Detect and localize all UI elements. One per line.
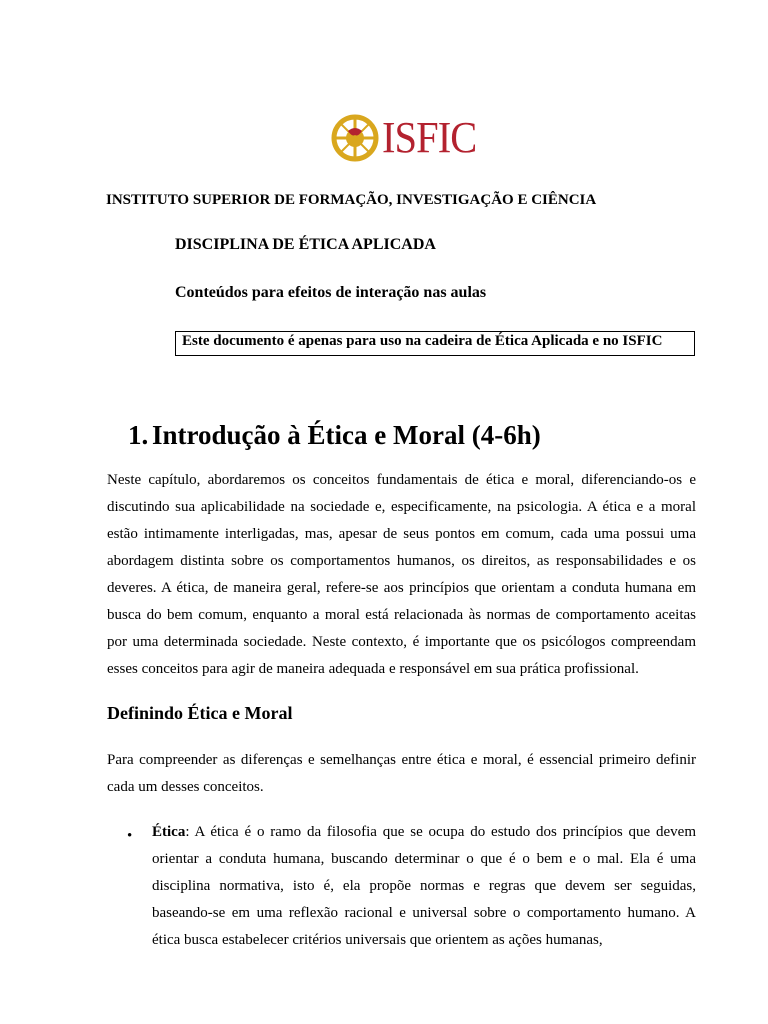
discipline-title: DISCIPLINA DE ÉTICA APLICADA <box>175 236 436 253</box>
section-title: Introdução à Ética e Moral (4-6h) <box>152 420 541 450</box>
list-item-etica <box>152 819 696 954</box>
list-item-term: Ética <box>152 824 186 840</box>
isfic-emblem-icon <box>330 111 380 165</box>
subsection-heading: Definindo Ética e Moral <box>107 703 293 723</box>
usage-notice-text: Este documento é apenas para uso na cadeira de Ética Aplicada e no ISFIC <box>182 333 663 349</box>
list-item-text: : A ética é o ramo da filosofia que se ocupa do estudo dos princípios que devem orientar a conduta humana, buscando determinar o que é o bem e o mal. Ela é uma disciplina normativa, isto é, ela propõe normas e regras que devem ser seguidas, baseando-se em uma reflexão racional e universal sobre o comportamento humano. A ética busca estabelecer critérios universais que orientem as ações humanas, <box>152 824 696 948</box>
usage-notice-box <box>175 331 695 356</box>
section-number: 1. <box>128 420 149 450</box>
section-heading <box>128 420 541 451</box>
subsection-intro-paragraph: Para compreender as diferenças e semelhanças entre ética e moral, é essencial primeiro definir cada um desses conceitos. <box>107 752 696 795</box>
document-subtitle: Conteúdos para efeitos de interação nas aulas <box>175 284 487 301</box>
section-intro-paragraph: Neste capítulo, abordaremos os conceitos fundamentais de ética e moral, diferenciando-os e discutindo sua aplicabilidade na sociedade e, especificamente, na psicologia. A ética e a moral estão intimamente interligadas, mas, apesar de seus pontos em comum, cada uma possui uma abordagem distinta sobre os comportamentos humanos, os direitos, as responsabilidades e os deveres. A ética, de maneira geral, refere-se aos princípios que orientam a conduta humana em busca do bem comum, enquanto a moral está relacionada às normas de comportamento aceitas por uma determinada sociedade. Neste contexto, é importante que os psicólogos compreendam esses conceitos para agir de maneira adequada e responsável em sua prática profissional. <box>107 472 696 677</box>
institute-name: INSTITUTO SUPERIOR DE FORMAÇÃO, INVESTIGAÇÃO E CIÊNCIA <box>106 192 597 208</box>
logo-text: ISFIC <box>382 113 477 162</box>
isfic-logo <box>330 108 480 168</box>
bullet-marker: • <box>127 828 133 844</box>
